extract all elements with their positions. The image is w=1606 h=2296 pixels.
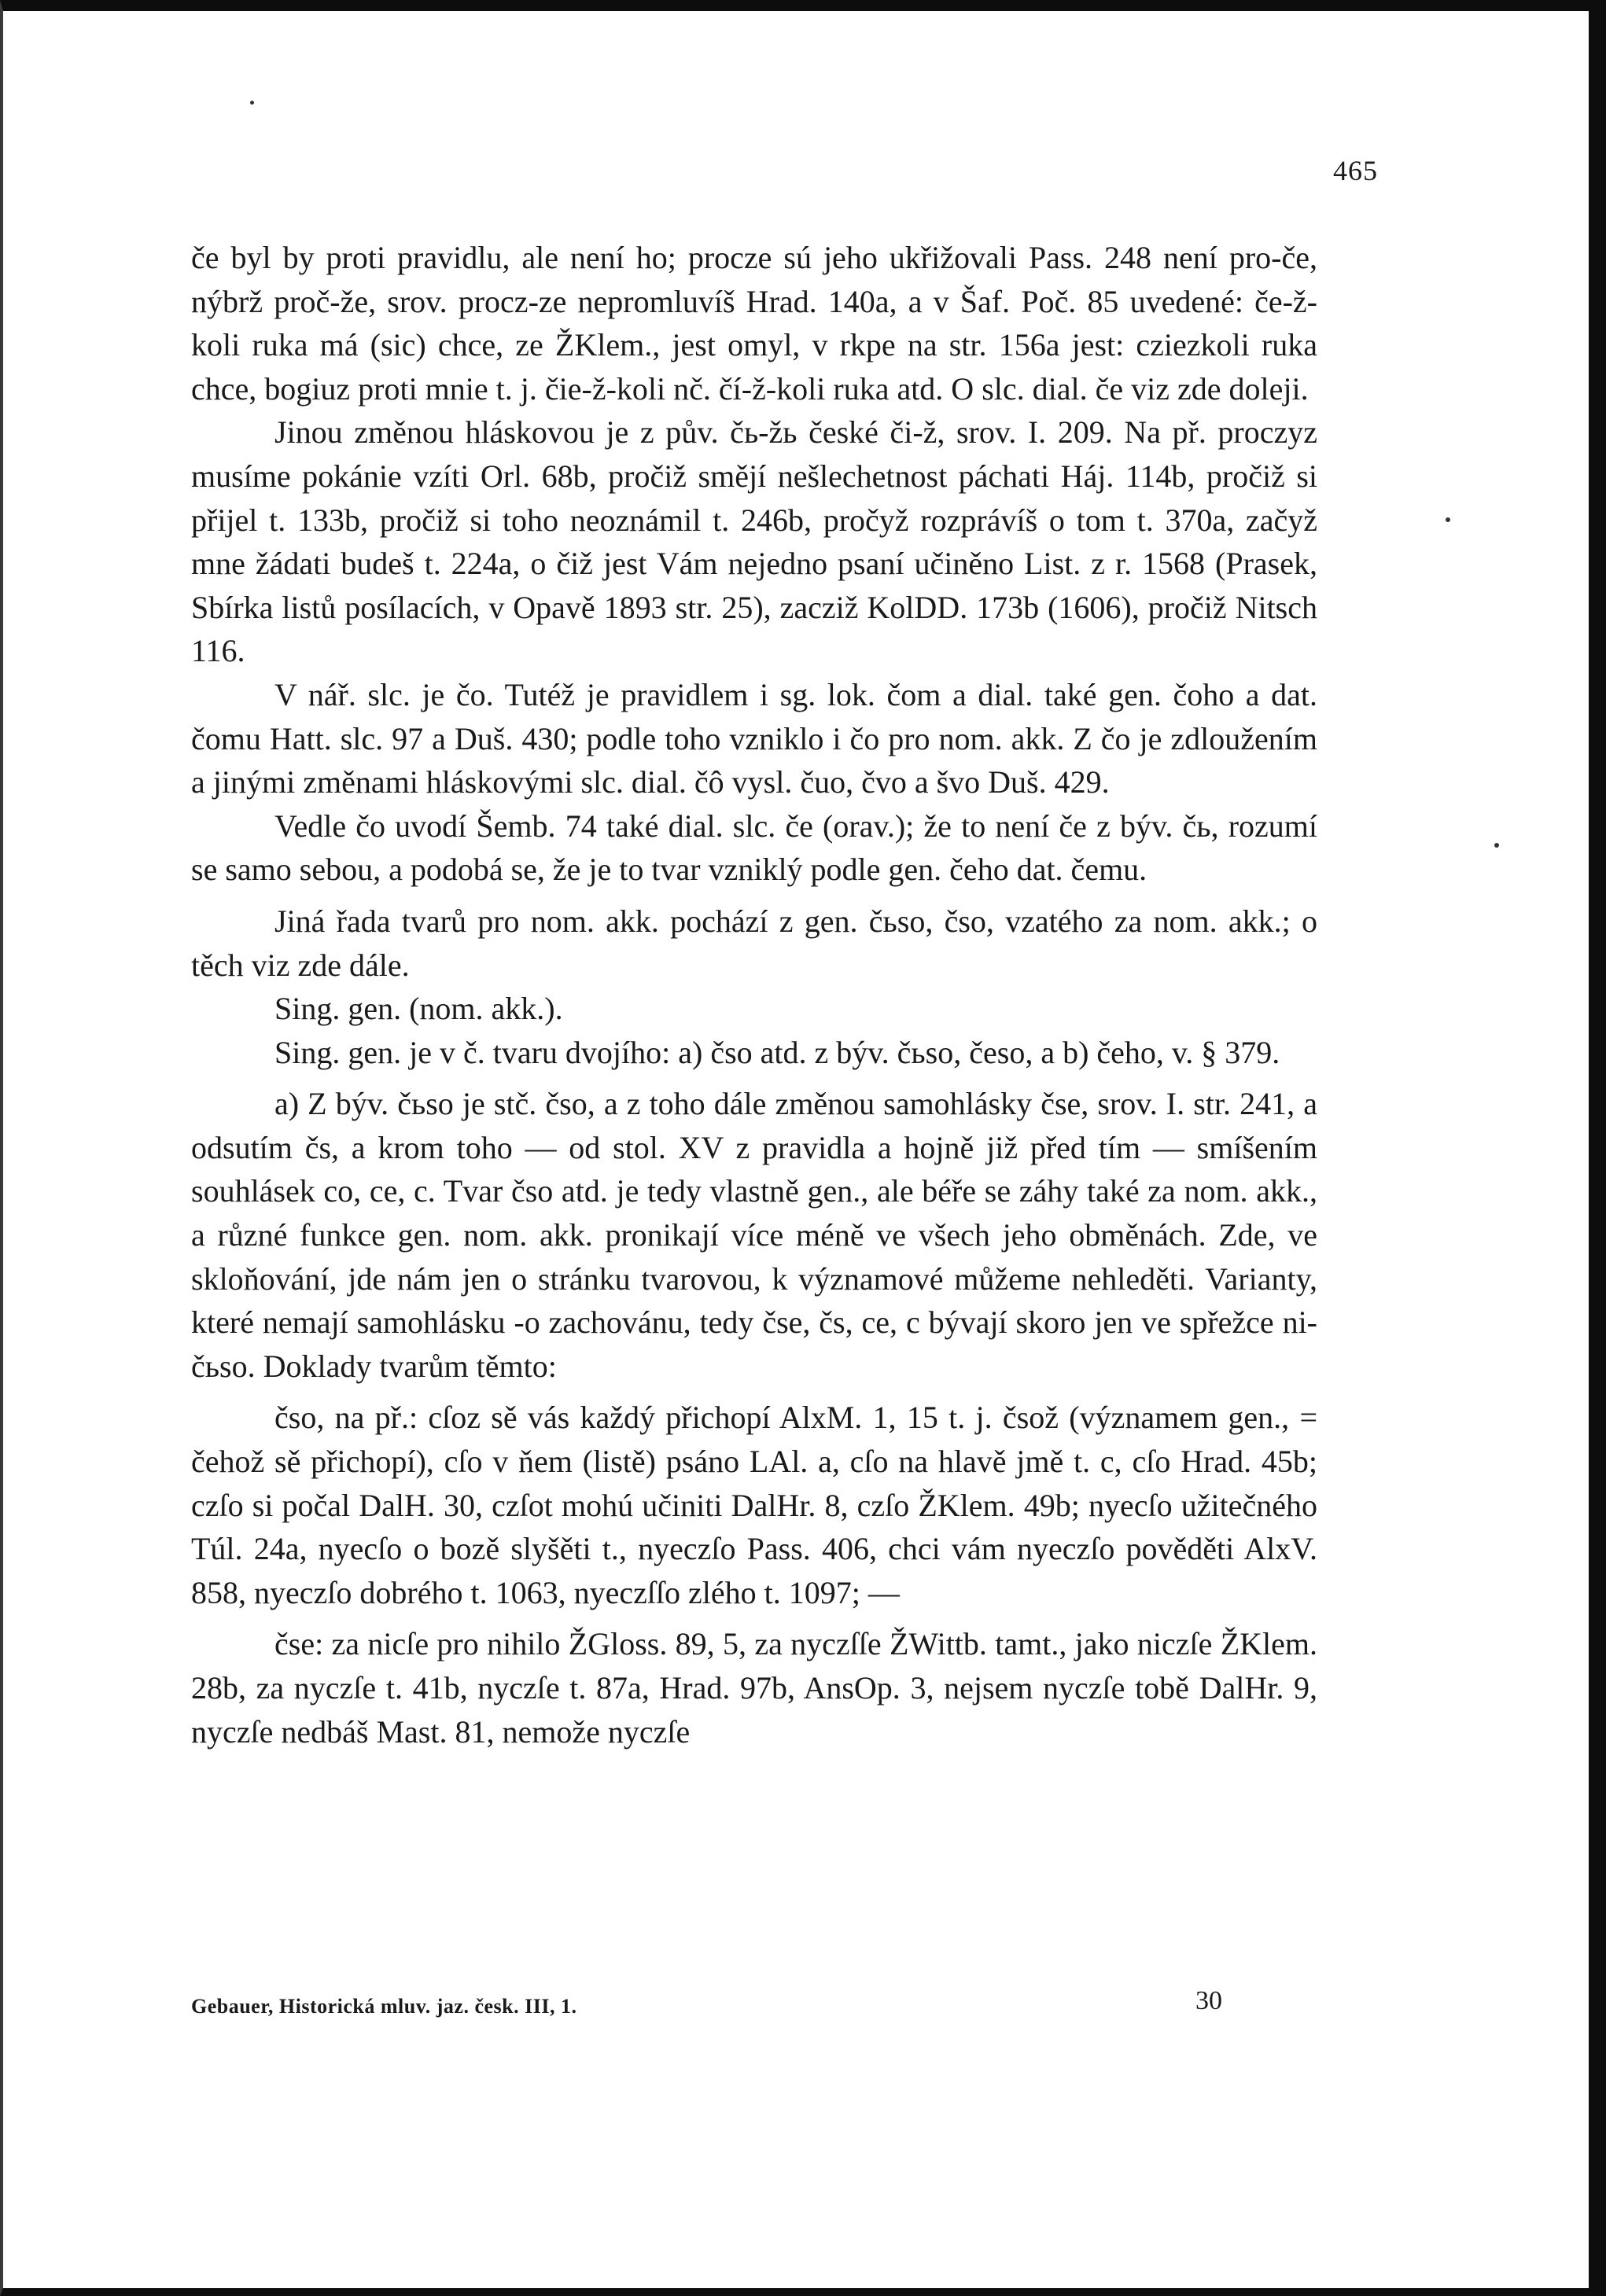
paragraph: če byl by proti pravidlu, ale není ho; procze sú jeho ukřižovali Pass. 248 není pro-če, nýbrž proč-že, srov. procz-ze nepromluvíš Hrad. 140a, a v Šaf. Poč. 85 uvedené: če-ž-koli ruka má (sic) chce, ze ŽKlem., jest omyl, v rkpe na str. 156a jest: cziezkoli ruka chce, bogiuz proti mnie t. j. čie-ž-koli nč. čí-ž-koli ruka atd. O slc. dial. če viz zde doleji. [191, 240, 1317, 407]
page-number: 465 [1333, 155, 1378, 186]
scan-speck [1446, 517, 1450, 522]
footer-signature: 30 [1195, 1986, 1222, 2015]
paragraph: a) Z býv. čьso je stč. čso, a z toho dále změnou samohlásky čse, srov. I. str. 241, a odsutím čs, a krom toho — od stol. XV z pravidla a hojně již před tím — smíšením souhlásek co, ce, c. Tvar čso atd. je tedy vlastně gen., ale béře se záhy také za nom. akk., a různé funkce gen. nom. akk. pronikají více méně ve všech jeho obměnách. Zde, ve skloňování, jde nám jen o stránku tvarovou, k významové můžeme nehleděti. Varianty, které nemají samohlásku -o zachovánu, tedy čse, čs, ce, c bývají skoro jen ve spřežce ni-čьso. Doklady tvarům těmto: [191, 1086, 1317, 1384]
paragraph: Sing. gen. je v č. tvaru dvojího: a) čso atd. z býv. čьso, česo, a b) čeho, v. § 379. [274, 1034, 1280, 1070]
paragraph: Jiná řada tvarů pro nom. akk. pochází z gen. čьso, čso, vzatého za nom. akk.; o těch viz zde dále. [191, 903, 1317, 983]
scan-speck [250, 101, 254, 105]
paragraph: Jinou změnou hláskovou je z pův. čь-žь české či-ž, srov. I. 209. Na př. proczyz musíme pokánie vzíti Orl. 68b, pročiž smějí nešlechetnost páchati Háj. 114b, pročiž si přijel t. 133b, pročiž si toho neoznámil t. 246b, pročyž rozprávíš o tom t. 370a, začyž mne žádati budeš t. 224a, o čiž jest Vám nejedno psaní učiněno List. z r. 1568 (Prasek, Sbírka listů posílacích, v Opavě 1893 str. 25), zacziž KolDD. 173b (1606), pročiž Nitsch 116. [191, 414, 1317, 669]
paragraph: čso, na př.: cſoz sě vás každý přichopí AlxM. 1, 15 t. j. čsož (významem gen., = čehož sě přichopí), cſo v ňem (listě) psáno LAl. a, cſo na hlavě jmě t. c, cſo Hrad. 45b; czſo si počal DalH. 30, czſot mohú učiniti DalHr. 8, czſo ŽKlem. 49b; nyecſo užitečného Túl. 24a, nyecſo o bozě slyšěti t., nyeczſo Pass. 406, chci vám nyeczſo pověděti AlxV. 858, nyeczſo dobrého t. 1063, nyeczſſo zlého t. 1097; — [191, 1400, 1317, 1610]
paragraph: V nář. slc. je čo. Tutéž je pravidlem i sg. lok. čom a dial. také gen. čoho a dat. čomu Hatt. slc. 97 a Duš. 430; podle toho vzniklo i čo pro nom. akk. Z čo je zdloužením a jinými změnami hláskovými slc. dial. čô vysl. čuo, čvo a švo Duš. 429. [191, 676, 1317, 800]
footer-source: Gebauer, Historická mluv. jaz. česk. III, 1. [191, 1995, 577, 2018]
section-heading: Sing. gen. (nom. akk.). [274, 991, 563, 1027]
scan-speck [1494, 843, 1499, 848]
paragraph: čse: za nicſe pro nihilo ŽGloss. 89, 5, za nyczſſe ŽWittb. tamt., jako niczſe ŽKlem. 28b, za nyczſe t. 41b, nyczſe t. 87a, Hrad. 97b, AnsOp. 3, nejsem nyczſe tobě DalHr. 9, nyczſe nedbáš Mast. 81, nemože nyczſe [191, 1626, 1317, 1750]
paragraph: Vedle čo uvodí Šemb. 74 také dial. slc. če (orav.); že to není če z býv. čь, rozumí se samo sebou, a podobá se, že je to tvar vzniklý podle gen. čeho dat. čemu. [191, 808, 1317, 888]
body-text [191, 236, 1317, 1753]
